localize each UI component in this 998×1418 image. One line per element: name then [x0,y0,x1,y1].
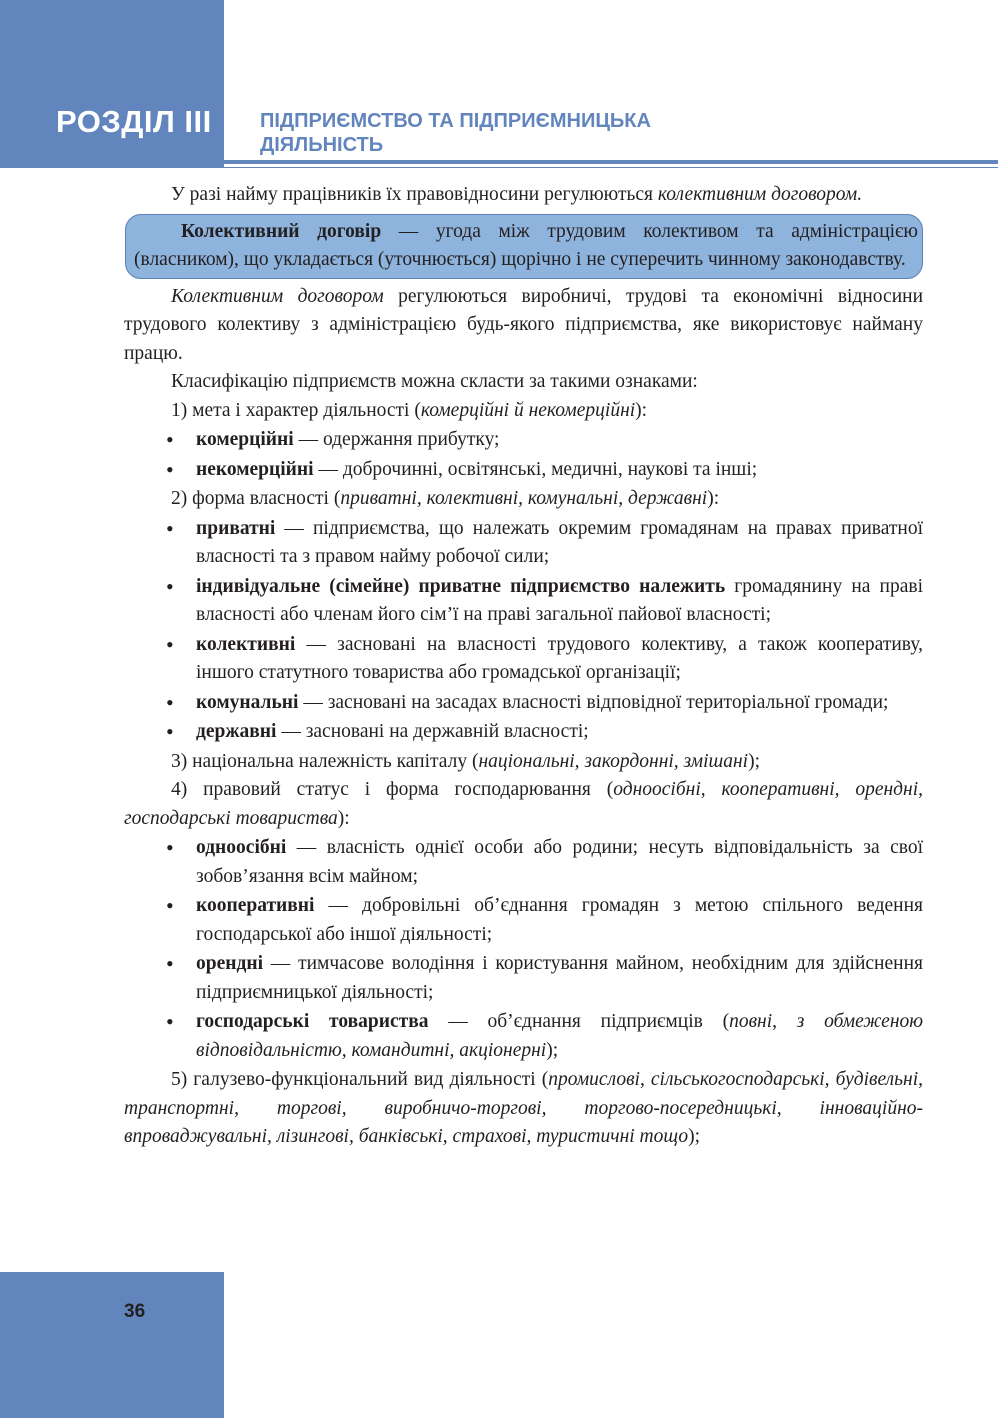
criterion-5-text: 5) галузево-функціональний вид діяльності ( [171,1069,549,1090]
list-item [124,950,923,1007]
criterion-1-text: 1) мета і характер діяльності ( [171,399,421,421]
list-item [124,631,923,688]
criterion-1-end: ): [635,399,648,421]
list-item [124,718,923,747]
list-item-term: державні [196,721,277,742]
chapter-title-line1: ПІДПРИЄМСТВО ТА ПІДПРИЄМНИЦЬКА [260,110,651,132]
para2-italic: Колективним договором [171,285,384,307]
classification-intro: Класифікацію підприємств можна скласти за такими ознаками: [171,371,698,392]
list-item-text: громадянину на праві власності або членам його сім’ї на праві загальної пайової власності; [196,575,924,625]
criterion-5-end: ); [688,1126,700,1147]
criterion-4 [124,776,923,833]
list-item [124,515,923,572]
list-item [124,456,923,485]
list-item-term: комерційні [196,429,294,450]
list-item-term: некомерційні [196,458,314,480]
list-legal-status [124,834,923,1065]
chapter-title-line2: ДІЯЛЬНІСТЬ [260,134,384,156]
intro-italic: колективним договором. [657,184,863,205]
criterion-3-italic: національні, закордонні, змішані [478,750,749,772]
list-item [124,689,923,718]
list-item-term: кооперативні [196,895,315,916]
criterion-4-text: 4) правовий статус і форма господарювання ( [171,779,614,800]
list-item-term: індивідуальне (сімейне) приватне підприємство належить [196,575,726,597]
definition-paragraph [134,218,918,275]
chapter-title [260,109,820,157]
definition-box [125,214,923,279]
criterion-1 [124,397,923,426]
criterion-2-italic: приватні, колективні, комунальні, державні [340,488,708,509]
list-item [124,426,923,455]
criterion-5 [124,1066,923,1152]
list-item-text: — власність однієї особи або родини; несуть відповідальність за свої зобов’язання всім майном; [196,837,923,887]
criterion-2 [124,485,923,514]
section-label: РОЗДІЛ ІІІ [56,104,212,139]
list-item-term: одноосібні [196,837,287,858]
list-item [124,834,923,891]
page-number: 36 [124,1301,146,1322]
list-item-term: комунальні [196,691,299,713]
list-item [124,573,923,630]
list-item-end: ); [546,1039,559,1061]
para2-text: регулюються виробничі, трудові та економічні відносини трудового колективу з адміністрацією будь-якого підприємства, яке використовує найману працю. [124,285,923,364]
list-item-term: орендні [196,953,264,974]
header-rule-thick [224,160,998,164]
header-rule-thin [224,167,998,168]
criterion-3 [124,748,923,777]
list-item-text: — тимчасове володіння і користування майном, необхідним для здійснення підприємницької діяльності; [196,953,923,1003]
paragraph-2 [124,283,923,369]
list-item-text: — добровільні об’єднання громадян з метою спільного ведення господарської або іншої діяльності; [196,895,923,945]
list-item-text: — об’єднання підприємців ( [428,1011,730,1032]
list-item-term: приватні [196,517,276,539]
list-item [124,1008,923,1065]
criterion-5-italic: промислові, сільськогосподарські, будівельні, транспортні, торгові, виробничо-торгові, торгово-посередницькі, інноваційно-впроваджувальні, лізингові, банківські, страхові, туристичні тощо [124,1069,923,1147]
list-item-text: — одержання прибутку; [293,429,500,450]
list-item-term: колективні [196,633,296,655]
list-item-text: — засновані на засадах власності відповідної територіальної громади; [298,691,889,713]
criterion-4-end: ): [337,807,350,829]
list-item-term: господарські товариства [196,1011,429,1032]
list-item-text: — доброчинні, освітянські, медичні, наукові та інші; [313,458,758,480]
list-item-text: — засновані на державній власності; [276,721,589,742]
list-purpose [124,426,923,484]
intro-paragraph [124,181,923,210]
page-content [124,181,923,1152]
list-ownership [124,515,923,747]
footer-color-block [0,1272,224,1418]
criterion-3-text: 3) національна належність капіталу ( [171,750,479,772]
criterion-3-end: ); [748,750,761,772]
definition-text: — угода між трудовим колективом та адміністрацією (власником), що укладається (уточнюється) щорічно і не суперечить чинному законодавству. [134,220,918,270]
criterion-4-italic: одноосібні, кооперативні, орендні, господарські товариства [124,779,923,829]
list-item [124,892,923,949]
list-item-text: — засновані на власності трудового колективу, а також кооперативу, іншого статутного товариства або громадської організації; [196,633,923,683]
header-color-block [0,0,224,168]
intro-text: У разі найму працівників їх правовідносини регулюються [171,184,658,205]
criterion-2-text: 2) форма власності ( [171,488,341,509]
criterion-1-italic: комерційні й некомерційні [420,399,636,421]
definition-term: Колективний договір [181,220,382,242]
list-item-italic: повні, з обмеженою відповідальністю, командитні, акціонерні [196,1011,924,1061]
list-item-text: — підприємства, що належать окремим громадянам на правах приватної власності та з правом найму робочої сили; [196,517,923,567]
criterion-2-end: ): [707,488,720,509]
